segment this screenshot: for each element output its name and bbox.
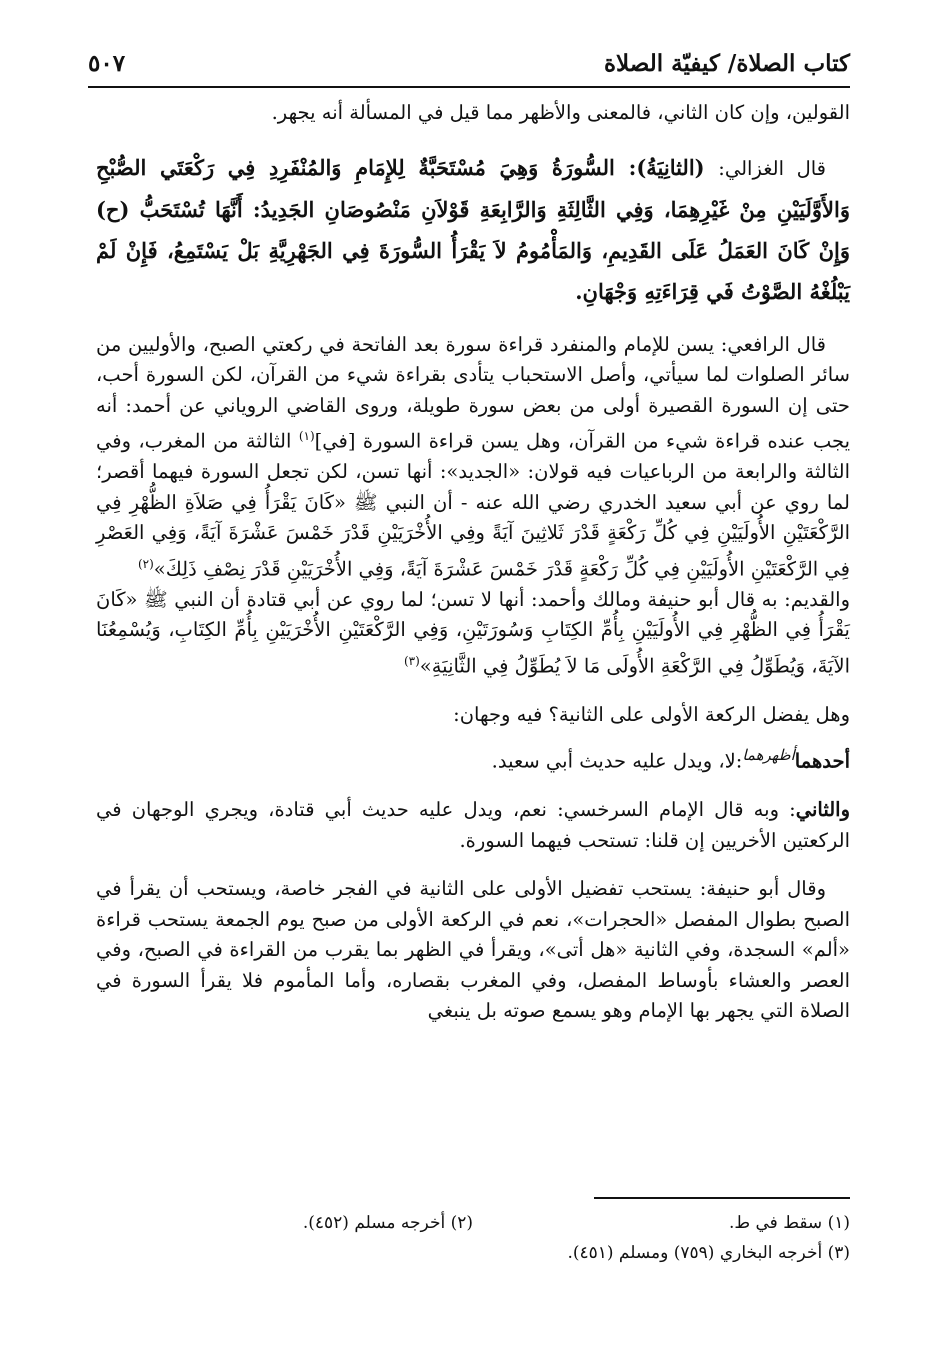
first-view-text: :لا، ويدل عليه حديث أبي سعيد. bbox=[491, 749, 743, 773]
qadim-text: والقديم: به قال أبو حنيفة ومالك وأحمد: أنها لا تسن؛ لما روي عن أبي قتادة أن النبي ﷺ «كَانَ يَقْرَأُ فِي الظُّهْرِ فِي الأُولَيَيْنِ بِأُمِّ الكِتَابِ وَسُورَتَيْنِ، وَفِي الرَّكْعَتَيْنِ الأُخْرَيَيْنِ بِأُمِّ الكِتَابِ، وَيُسْمِعُنَا الآيَةَ، وَيُطَوِّلُ فِي الرَّكْعَةِ الأُولَى مَا لاَ يُطَوِّلُ فِي الثَّانِيَةِ» bbox=[96, 587, 850, 677]
footnote-3: (٣) أخرجه البخاري (٧٥٩) ومسلم (٤٥١). bbox=[567, 1243, 850, 1263]
footnote-ref-3[interactable]: (٣) bbox=[403, 653, 420, 668]
first-view-label: أحدهما bbox=[794, 749, 850, 773]
abu-hanifa-paragraph: وقال أبو حنيفة: يستحب تفضيل الأولى على الثانية في الفجر خاصة، ويستحب أن يقرأ في الصبح بطوال المفصل «الحجرات»، نعم في الركعة الأولى من صبح يوم الجمعة يستحب قراءة «ألم» السجدة، وفي الثانية «هل أتى»، ويقرأ في الظهر بما يقرب من القراءة في الصبح، وفي العصر والعشاء بأوساط المفصل، وفي المغرب بقصاره، وأما المأموم فلا يقرأ السورة في الصلاة التي يجهر بها الإمام وهو يسمع صوته بل ينبغي bbox=[96, 877, 850, 1022]
ghazali-paragraph bbox=[96, 147, 850, 312]
question-line: وهل يفضل الركعة الأولى على الثانية؟ فيه وجهان: bbox=[453, 702, 850, 726]
footnote-divider bbox=[594, 1197, 850, 1199]
first-view-line bbox=[96, 740, 850, 777]
ghazali-intro: قال الغزالي: bbox=[718, 156, 827, 180]
footnote-2: (٢) أخرجه مسلم (٤٥٢). bbox=[302, 1213, 473, 1233]
footnote-ref-1[interactable]: (١) bbox=[298, 429, 315, 443]
page-number: ٥٠٧ bbox=[88, 49, 126, 77]
second-view-paragraph bbox=[96, 795, 850, 856]
ghazali-text: (الثانِيَةُ): السُّورَةُ وَهِيَ مُسْتَحَبَّةٌ لِلإِمَامِ وَالمُنْفَرِدِ فِي رَكْعَتَي الصُّبْحِ وَالأَوَّلَيَيْنِ مِنْ غَيْرِهِمَا، وَفِي الثَّالِثَةِ وَالرَّابِعَةِ قَوْلاَنِ مَنْصُوصَانِ الجَدِيدُ: أَنَّهَا تُسْتَحَبُّ (ح) وَإِنْ كَانَ العَمَلُ عَلَى القَدِيمِ، وَالمَأْمُومُ لاَ يَقْرَأُ السُّورَةَ فِي الجَهْرِيَّةِ بَلْ يَسْتَمِعُ، فَإِنْ لَمْ يَبْلُغْهُ الصَّوْتُ فَي قِرَاءَتِهِ وَجْهَانِ. bbox=[96, 154, 850, 304]
second-view-label: والثاني bbox=[795, 798, 850, 821]
rafii-text-a: قال الرافعي: يسن للإمام والمنفرد قراءة سورة بعد الفاتحة في ركعتي الصبح، والأوليين من سائر الصلوات لما سيأتي، وأصل الاستحباب يتأدى بقراءة شيء من القرآن، لكن السورة أحب، حتى إن السورة القصيرة أولى من بعض سورة طويلة، وروى القاضي الروياني عن أحمد: أنه يجب عنده قراءة شيء من القرآن، وهل يسن قراءة السورة [في] bbox=[96, 332, 850, 453]
rafii-paragraph bbox=[96, 330, 850, 585]
paragraph-continuation: القولين، وإن كان الثاني، فالمعنى والأظهر مما قيل في المسألة أنه يجهر. bbox=[271, 101, 850, 124]
footnote-ref-2[interactable]: (٢) bbox=[137, 556, 154, 571]
running-header bbox=[88, 40, 850, 88]
main-text bbox=[96, 98, 850, 1027]
qadim-paragraph bbox=[96, 585, 850, 682]
second-view-text: : وبه قال الإمام السرخسي: نعم، ويدل عليه حديث أبي قتادة، ويجري الوجهان في الركعتين الأخريين إن قلنا: تستحب فيهما السورة. bbox=[96, 798, 850, 852]
rafii-text-b: الثالثة من المغرب، وفي الثالثة والرابعة من الرباعيات فيه قولان: «الجديد»: أنها تسن، لكن تجعل السورة فيهما أقصر؛ لما روي عن أبي سعيد الخدري رضي الله عنه - أن النبي ﷺ «كَانَ يَقْرَأُ فِي صَلاَةِ الظُّهْرِ فِي الرَّكْعَتَيْنِ الأُولَيَيْنِ فِي كُلِّ رَكْعَةٍ قَدْرَ ثَلاثِينَ آيَةً وفِي الأُخْرَيَيْنِ قَدْرَ خَمْسَ عَشْرَةَ آيَةً، وَفِي العَصْرِ فِي الرَّكْعَتَيْنِ الأُولَيَيْنِ فِي كُلِّ رَكْعَةٍ قَدْرَ خَمْسَ عَشْرَةَ آيَةً، وَفِي الأُخْرَيَيْنِ قَدْرَ نِصْفِ ذَلِكَ» bbox=[96, 429, 850, 580]
handwritten-annotation: أظهرهما bbox=[742, 746, 795, 764]
footnote-1: (١) سقط في ط. bbox=[728, 1213, 850, 1233]
footnote-row bbox=[96, 1208, 850, 1238]
header-title: كتاب الصلاة/ كيفيّة الصلاة bbox=[603, 49, 850, 77]
footnotes bbox=[96, 1208, 850, 1268]
